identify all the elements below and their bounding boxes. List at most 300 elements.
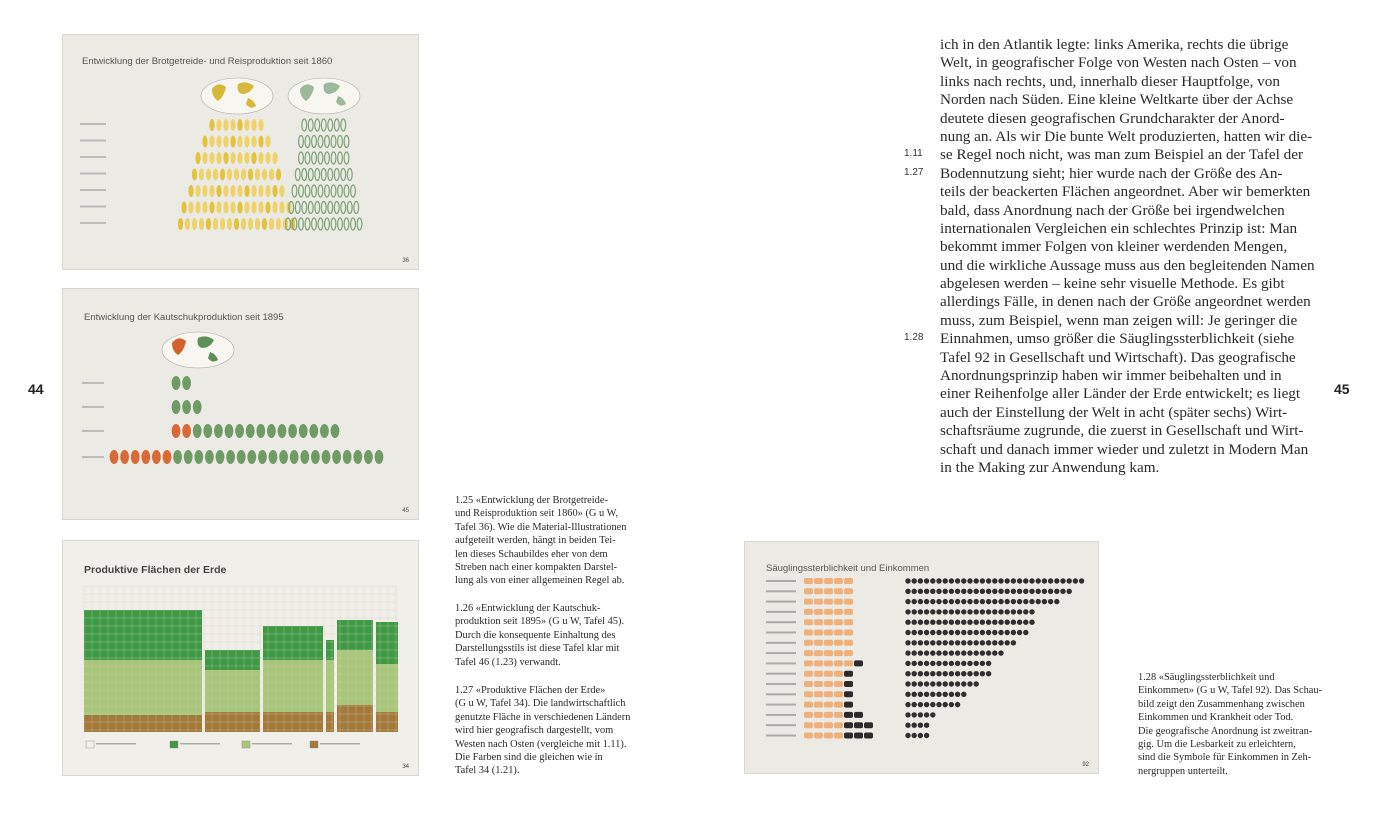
legend-text	[252, 743, 292, 744]
country-label	[766, 673, 796, 675]
rice-symbol	[328, 169, 333, 181]
caption-line: aufgeteilt werden, hängt in beiden Tei-	[455, 535, 616, 547]
wheat-symbol	[258, 202, 263, 214]
legend-swatch	[310, 741, 318, 748]
death-symbol	[905, 681, 910, 686]
rice-symbol	[305, 218, 310, 230]
rubber-symbol	[279, 450, 288, 464]
wheat-symbol	[272, 185, 277, 197]
income-symbol	[844, 640, 853, 646]
death-symbol	[924, 620, 929, 625]
income-symbol	[814, 619, 823, 625]
death-symbol	[912, 681, 917, 686]
death-symbol	[1011, 599, 1016, 604]
death-symbol	[912, 661, 917, 666]
death-symbol	[912, 640, 917, 645]
wheat-symbol	[279, 202, 284, 214]
death-symbol	[924, 733, 929, 738]
caption-line: Tafel 46 (1.23) verwandt.	[455, 656, 561, 668]
income-symbol	[844, 712, 853, 718]
legend-text	[320, 743, 360, 744]
death-symbol	[961, 692, 966, 697]
death-symbol	[930, 681, 935, 686]
income-symbol	[804, 702, 813, 708]
row-label	[80, 156, 106, 158]
caption-line: 1.28 «Säuglingssterblichkeit und	[1138, 672, 1275, 683]
income-symbol	[804, 578, 813, 584]
income-symbol	[814, 599, 823, 605]
wheat-symbol	[199, 218, 204, 230]
income-symbol	[814, 681, 823, 687]
death-symbol	[930, 692, 935, 697]
legend-text	[180, 743, 220, 744]
income-symbol	[824, 619, 833, 625]
death-symbol	[943, 609, 948, 614]
death-symbol	[1048, 599, 1053, 604]
death-symbol	[924, 702, 929, 707]
death-symbol	[930, 630, 935, 635]
rice-symbol	[334, 119, 339, 131]
death-symbol	[912, 671, 917, 676]
wheat-symbol	[213, 169, 218, 181]
death-symbol	[998, 609, 1003, 614]
plate-illustration	[744, 541, 1099, 774]
income-symbol	[824, 733, 833, 739]
row-label	[80, 189, 106, 191]
death-symbol	[955, 599, 960, 604]
death-symbol	[961, 609, 966, 614]
death-symbol	[905, 712, 910, 717]
rubber-symbol	[300, 450, 309, 464]
death-symbol	[936, 620, 941, 625]
death-symbol	[918, 609, 923, 614]
legend-text	[96, 743, 136, 744]
wheat-symbol	[202, 202, 207, 214]
rubber-symbol	[256, 424, 265, 438]
world-map-icon	[201, 78, 360, 114]
rubber-symbol	[267, 424, 276, 438]
death-symbol	[955, 671, 960, 676]
death-symbol	[943, 630, 948, 635]
rubber-symbol	[235, 424, 244, 438]
death-symbol	[924, 630, 929, 635]
death-symbol	[905, 702, 910, 707]
world-map-icon	[162, 332, 234, 368]
rice-symbol	[347, 202, 352, 214]
rice-symbol	[318, 136, 323, 148]
legend-swatch	[242, 741, 250, 748]
death-symbol	[949, 671, 954, 676]
rubber-symbol	[269, 450, 278, 464]
income-symbol	[834, 640, 843, 646]
death-symbol	[943, 661, 948, 666]
income-symbol	[844, 671, 853, 677]
death-symbol	[961, 630, 966, 635]
income-symbol	[834, 630, 843, 636]
income-symbol	[854, 722, 863, 728]
country-label	[766, 642, 796, 644]
wheat-symbol	[192, 169, 197, 181]
wheat-symbol	[230, 202, 235, 214]
rice-symbol	[302, 169, 307, 181]
income-symbol	[834, 599, 843, 605]
field-pasture	[376, 664, 398, 712]
field-forest	[84, 610, 202, 660]
caption-line: und Reisproduktion seit 1860» (G u W,	[455, 508, 619, 520]
field-arable	[84, 715, 202, 732]
income-symbol	[864, 733, 873, 739]
death-symbol	[992, 630, 997, 635]
caption-line: produktion seit 1895» (G u W, Tafel 45).	[455, 616, 625, 628]
rubber-symbol	[216, 450, 225, 464]
wheat-symbol	[209, 119, 214, 131]
wheat-symbol	[237, 185, 242, 197]
plate-title: Produktive Flächen der Erde	[84, 564, 227, 576]
income-symbol	[854, 733, 863, 739]
death-symbol	[1017, 620, 1022, 625]
death-symbol	[992, 578, 997, 583]
death-symbol	[1029, 609, 1034, 614]
margin-reference: 1.27	[904, 166, 924, 178]
rice-symbol	[344, 185, 349, 197]
income-symbol	[824, 640, 833, 646]
rubber-symbol	[288, 424, 297, 438]
death-symbol	[924, 723, 929, 728]
body-line: Welt, in geografischer Folge von Westen nach Osten – von	[940, 54, 1297, 72]
plate-kautschuk	[62, 288, 419, 520]
death-symbol	[992, 609, 997, 614]
rice-symbol	[341, 119, 346, 131]
death-symbol	[1054, 589, 1059, 594]
country-label	[766, 580, 796, 582]
death-symbol	[986, 578, 991, 583]
rice-symbol	[305, 136, 310, 148]
death-symbol	[943, 681, 948, 686]
death-symbol	[980, 630, 985, 635]
body-line: ich in den Atlantik legte: links Amerika, rechts die übrige	[940, 36, 1289, 53]
rice-symbol	[334, 169, 339, 181]
row-label	[80, 123, 106, 125]
wheat-symbol	[223, 202, 228, 214]
death-symbol	[955, 692, 960, 697]
death-symbol	[1023, 578, 1028, 583]
rubber-symbol	[331, 424, 340, 438]
death-symbol	[936, 650, 941, 655]
income-symbol	[804, 650, 813, 656]
body-line: schaft und danach immer wieder und zuletzt in Modern Man	[940, 440, 1309, 458]
death-symbol	[912, 589, 917, 594]
rice-symbol	[341, 169, 346, 181]
plate-saeuglinge	[744, 541, 1099, 774]
income-symbol	[834, 702, 843, 708]
wheat-symbol	[251, 119, 256, 131]
caption-line: len dieses Schaubildes eher von dem	[455, 548, 608, 560]
rice-symbol	[338, 136, 343, 148]
wheat-symbol	[195, 185, 200, 197]
death-symbol	[961, 650, 966, 655]
field-forest	[263, 626, 323, 660]
rubber-symbol	[141, 450, 150, 464]
death-symbol	[912, 702, 917, 707]
death-symbol	[961, 620, 966, 625]
rice-symbol	[321, 169, 326, 181]
rice-symbol	[331, 218, 336, 230]
plate-illustration	[62, 288, 419, 520]
caption-line: Die geografische Anordnung ist zweitran-	[1138, 725, 1313, 737]
death-symbol	[1060, 589, 1065, 594]
wheat-symbol	[216, 119, 221, 131]
caption-line: Tafel 36). Wie die Material-Illustrationen	[455, 521, 627, 533]
death-symbol	[943, 650, 948, 655]
caption-line: wird hier geografisch dargestellt, vom	[455, 725, 614, 737]
death-symbol	[1023, 589, 1028, 594]
wheat-symbol	[223, 152, 228, 164]
rice-symbol	[328, 202, 333, 214]
death-symbol	[924, 681, 929, 686]
income-symbol	[844, 650, 853, 656]
country-label	[766, 724, 796, 726]
death-symbol	[943, 702, 948, 707]
death-symbol	[912, 650, 917, 655]
body-line: links nach rechts, und, innerhalb dieser Hauptfolge, von	[940, 72, 1280, 90]
country-label	[766, 611, 796, 613]
income-symbol	[844, 578, 853, 584]
caption-line: Westen nach Osten (vergleiche mit 1.11).	[455, 738, 627, 750]
country-label	[766, 704, 796, 706]
death-symbol	[930, 578, 935, 583]
country-label	[766, 735, 796, 737]
death-symbol	[1005, 589, 1010, 594]
death-symbol	[918, 650, 923, 655]
income-symbol	[824, 660, 833, 666]
death-symbol	[1011, 620, 1016, 625]
death-symbol	[998, 599, 1003, 604]
death-symbol	[905, 578, 910, 583]
income-symbol	[814, 691, 823, 697]
death-symbol	[992, 599, 997, 604]
body-line: deutete diesen geografischen Grundcharakter der Anord-	[940, 109, 1285, 127]
body-line: bekommt immer Folgen von kleiner werdenden Mengen,	[940, 238, 1288, 256]
rice-symbol	[351, 218, 356, 230]
rice-symbol	[318, 152, 323, 164]
wheat-symbol	[181, 202, 186, 214]
death-symbol	[949, 681, 954, 686]
rice-symbol	[344, 218, 349, 230]
death-symbol	[992, 640, 997, 645]
income-symbol	[834, 671, 843, 677]
death-symbol	[1048, 578, 1053, 583]
death-symbol	[930, 589, 935, 594]
death-symbol	[1023, 630, 1028, 635]
income-symbol	[844, 733, 853, 739]
death-symbol	[967, 609, 972, 614]
income-symbol	[854, 712, 863, 718]
death-symbol	[936, 661, 941, 666]
income-symbol	[804, 681, 813, 687]
rice-symbol	[338, 185, 343, 197]
death-symbol	[974, 650, 979, 655]
rice-symbol	[325, 152, 330, 164]
death-symbol	[1079, 578, 1084, 583]
death-symbol	[912, 599, 917, 604]
field-pasture	[205, 670, 260, 712]
death-symbol	[943, 692, 948, 697]
wheat-symbol	[262, 218, 267, 230]
death-symbol	[924, 671, 929, 676]
wheat-symbol	[178, 218, 183, 230]
rubber-symbol	[299, 424, 308, 438]
death-symbol	[1011, 640, 1016, 645]
rice-symbol	[328, 119, 333, 131]
death-symbol	[918, 589, 923, 594]
wheat-symbol	[202, 136, 207, 148]
wheat-symbol	[276, 218, 281, 230]
death-symbol	[1029, 589, 1034, 594]
death-symbol	[967, 671, 972, 676]
wheat-symbol	[237, 152, 242, 164]
death-symbol	[918, 712, 923, 717]
plate-number: 92	[1082, 762, 1089, 768]
rubber-symbol	[131, 450, 140, 464]
rice-symbol	[338, 218, 343, 230]
death-symbol	[924, 589, 929, 594]
death-symbol	[961, 681, 966, 686]
death-symbol	[1036, 589, 1041, 594]
plate-title: Säuglingssterblichkeit und Einkommen	[766, 563, 930, 574]
income-symbol	[804, 630, 813, 636]
income-symbol	[824, 578, 833, 584]
page-number-right: 45	[1334, 381, 1350, 397]
death-symbol	[974, 671, 979, 676]
wheat-symbol	[185, 218, 190, 230]
rice-symbol	[357, 218, 362, 230]
wheat-symbol	[195, 152, 200, 164]
wheat-symbol	[244, 185, 249, 197]
rice-symbol	[308, 202, 313, 214]
plate-number: 34	[402, 764, 409, 770]
rice-symbol	[321, 119, 326, 131]
death-symbol	[1017, 630, 1022, 635]
wheat-symbol	[234, 169, 239, 181]
death-symbol	[930, 609, 935, 614]
rubber-symbol	[343, 450, 352, 464]
death-symbol	[955, 620, 960, 625]
death-symbol	[936, 702, 941, 707]
death-symbol	[930, 661, 935, 666]
body-line: Anordnungsprinzip haben wir immer beibehalten und in	[940, 367, 1282, 385]
death-symbol	[918, 630, 923, 635]
death-symbol	[943, 671, 948, 676]
wheat-symbol	[216, 152, 221, 164]
margin-reference: 1.28	[904, 332, 924, 344]
death-symbol	[949, 589, 954, 594]
income-symbol	[844, 722, 853, 728]
rubber-symbol	[203, 424, 212, 438]
rubber-symbol	[226, 450, 235, 464]
income-symbol	[854, 660, 863, 666]
death-symbol	[912, 620, 917, 625]
income-symbol	[834, 681, 843, 687]
wheat-symbol	[265, 185, 270, 197]
death-symbol	[1011, 630, 1016, 635]
income-symbol	[814, 578, 823, 584]
rubber-symbol	[152, 450, 161, 464]
plate-flaechen	[62, 540, 419, 776]
rice-symbol	[302, 119, 307, 131]
rubber-symbol	[182, 376, 191, 390]
income-symbol	[804, 712, 813, 718]
wheat-symbol	[237, 136, 242, 148]
caption-line: Tafel 34 (1.21).	[455, 765, 520, 777]
death-symbol	[986, 671, 991, 676]
caption-line: (G u W, Tafel 34). Die landwirtschaftlich	[455, 698, 626, 710]
death-symbol	[967, 661, 972, 666]
rice-symbol	[325, 136, 330, 148]
rice-symbol	[295, 169, 300, 181]
rice-symbol	[305, 185, 310, 197]
death-symbol	[1011, 609, 1016, 614]
wheat-symbol	[241, 169, 246, 181]
income-symbol	[814, 712, 823, 718]
income-symbol	[824, 722, 833, 728]
field-pasture	[326, 660, 334, 712]
death-symbol	[974, 640, 979, 645]
rice-symbol	[299, 152, 304, 164]
country-label	[766, 632, 796, 634]
death-symbol	[912, 578, 917, 583]
death-symbol	[949, 661, 954, 666]
death-symbol	[905, 671, 910, 676]
rubber-symbol	[353, 450, 362, 464]
wheat-symbol	[206, 218, 211, 230]
wheat-symbol	[213, 218, 218, 230]
rubber-symbol	[247, 450, 256, 464]
wheat-symbol	[202, 152, 207, 164]
death-symbol	[905, 620, 910, 625]
caption-1-27	[455, 684, 630, 778]
rubber-symbol	[237, 450, 246, 464]
death-symbol	[1029, 599, 1034, 604]
death-symbol	[912, 609, 917, 614]
row-label	[80, 222, 106, 224]
body-line: und die wirkliche Aussage muss aus den begleitenden Namen	[940, 256, 1315, 274]
death-symbol	[905, 599, 910, 604]
rubber-symbol	[311, 450, 320, 464]
rice-symbol	[308, 119, 313, 131]
field-pasture	[263, 660, 323, 712]
income-symbol	[824, 691, 833, 697]
rubber-symbol	[290, 450, 299, 464]
rice-symbol	[354, 202, 359, 214]
death-symbol	[980, 599, 985, 604]
death-symbol	[986, 630, 991, 635]
rice-symbol	[318, 218, 323, 230]
plate-illustration	[62, 540, 419, 776]
rice-symbol	[315, 169, 320, 181]
death-symbol	[961, 671, 966, 676]
death-symbol	[912, 723, 917, 728]
death-symbol	[986, 661, 991, 666]
wheat-symbol	[209, 152, 214, 164]
income-symbol	[834, 712, 843, 718]
rice-symbol	[302, 202, 307, 214]
death-symbol	[949, 640, 954, 645]
wheat-symbol	[209, 136, 214, 148]
death-symbol	[918, 640, 923, 645]
death-symbol	[924, 578, 929, 583]
body-line: einer Reihenfolge aller Länder der Erde entwickelt; es liegt	[940, 385, 1301, 403]
rice-symbol	[338, 152, 343, 164]
